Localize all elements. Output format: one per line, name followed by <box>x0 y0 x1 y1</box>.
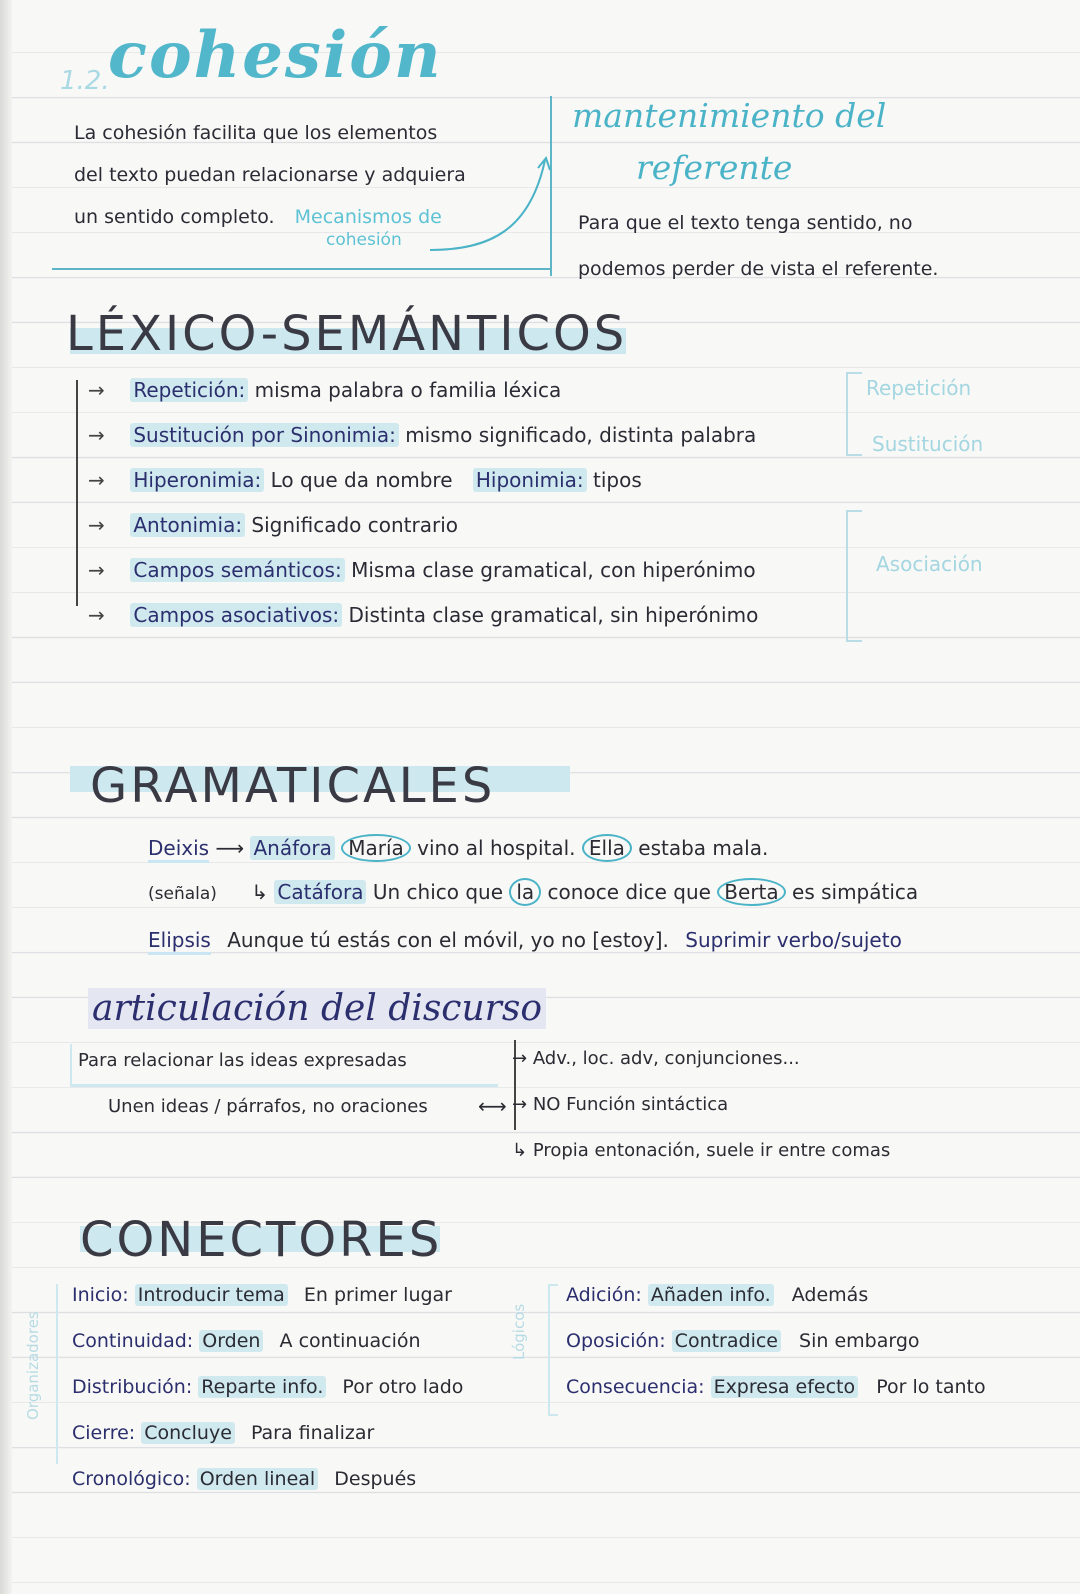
organizadores-label: Organizadores <box>24 1311 42 1420</box>
bracket-asociacion <box>846 510 862 642</box>
arrow-right-icon: → <box>88 423 105 447</box>
mantenimiento-description <box>578 200 938 292</box>
list-item: → Sustitución por Sinonimia: mismo significado, distinta palabra <box>88 413 758 458</box>
mantenimiento-title: mantenimiento del <box>572 96 887 135</box>
list-item: → Campos asociativos: Distinta clase gramatical, sin hiperónimo <box>88 593 758 638</box>
arrow-right-icon: → <box>88 558 105 582</box>
list-item: Inicio: Introducir tema En primer lugar <box>72 1284 452 1306</box>
list-item: → Campos semánticos: Misma clase gramatical, con hiperónimo <box>88 548 758 593</box>
arrow-right-icon: → <box>88 603 105 627</box>
arrow-right-icon: → <box>88 378 105 402</box>
articulacion-left-1: Para relacionar las ideas expresadas <box>78 1050 407 1071</box>
cohesion-label: cohesión <box>326 230 402 250</box>
list-item: → Antonimia: Significado contrario <box>88 503 758 548</box>
arrow-right-icon: → <box>512 1094 533 1115</box>
conectores-heading: CONECTORES <box>80 1212 443 1268</box>
lexico-heading: LÉXICO-SEMÁNTICOS <box>66 306 628 362</box>
articulacion-right-1: → Adv., loc. adv, conjunciones... <box>512 1048 800 1069</box>
bracket-repeticion <box>846 372 862 456</box>
gramaticales-heading: GRAMATICALES <box>90 758 495 814</box>
list-item: → Hiperonimia: Lo que da nombre Hiponimia: tipos <box>88 458 758 503</box>
arrow-right-icon: → <box>512 1048 533 1069</box>
arrow-right-icon: → <box>88 468 105 492</box>
articulacion-heading: articulación del discurso <box>88 988 546 1029</box>
intro-text <box>74 112 466 238</box>
list-item: Distribución: Reparte info. Por otro lado <box>72 1376 464 1398</box>
side-label-asociacion: Asociación <box>876 552 983 576</box>
mantenimiento-line-1: Para que el texto tenga sentido, no <box>578 212 913 234</box>
list-item: Cronológico: Orden lineal Después <box>72 1468 417 1490</box>
arrow-right-icon: ⟶ <box>215 836 251 860</box>
logicos-label: Lógicos <box>510 1303 528 1360</box>
lexico-tree-line <box>76 380 78 606</box>
conectores-left-list <box>72 1272 463 1502</box>
catafora-row: (señala) ↳ Catáfora Un chico que la conoce dice que Berta es simpática <box>148 880 919 904</box>
list-item: Oposición: Contradice Sin embargo <box>566 1330 920 1352</box>
notebook-spine <box>0 0 12 1594</box>
articulacion-right-3: ↳ Propia entonación, suele ir entre comas <box>512 1140 891 1161</box>
articulacion-right-2: → NO Función sintáctica <box>512 1094 729 1115</box>
referente-title: referente <box>636 148 793 187</box>
list-item: Adición: Añaden info. Además <box>566 1284 869 1306</box>
list-item: Consecuencia: Expresa efecto Por lo tanto <box>566 1376 986 1398</box>
conectores-right-list <box>566 1272 986 1410</box>
lexico-list <box>88 368 758 638</box>
intro-line-1: La cohesión facilita que los elementos <box>74 122 438 144</box>
mecanismos-label: Mecanismos de <box>294 206 442 228</box>
intro-line-3a: un sentido completo. <box>74 206 275 228</box>
list-item: Continuidad: Orden A continuación <box>72 1330 421 1352</box>
articulacion-left-2: Unen ideas / párrafos, no oraciones <box>108 1096 428 1117</box>
section-number: 1.2. <box>60 66 110 96</box>
list-item: Cierre: Concluye Para finalizar <box>72 1422 375 1444</box>
intro-box-bottom <box>52 268 552 270</box>
list-item: → Repetición: misma palabra o familia léxica <box>88 368 758 413</box>
mantenimiento-line-2: podemos perder de vista el referente. <box>578 258 939 280</box>
arrow-return-icon: ↳ <box>251 880 275 904</box>
logicos-bracket <box>548 1284 558 1416</box>
page-title: cohesión <box>108 18 443 93</box>
double-arrow-icon: ⟷ <box>478 1094 507 1118</box>
side-label-repeticion: Repetición <box>866 376 972 400</box>
organizadores-bracket <box>56 1284 66 1464</box>
deixis-row: Deixis ⟶ Anáfora María vino al hospital. Ella estaba mala. <box>148 826 768 870</box>
side-label-sustitucion: Sustitución <box>872 432 984 456</box>
intro-line-3 <box>74 196 466 238</box>
elipsis-row: Elipsis Aunque tú estás con el móvil, yo no [estoy]. Suprimir verbo/sujeto <box>148 918 902 962</box>
arrow-right-icon: → <box>88 513 105 537</box>
intro-line-2: del texto puedan relacionarse y adquiera <box>74 164 466 186</box>
arrow-return-icon: ↳ <box>512 1140 533 1161</box>
curved-arrow-icon <box>420 150 560 260</box>
